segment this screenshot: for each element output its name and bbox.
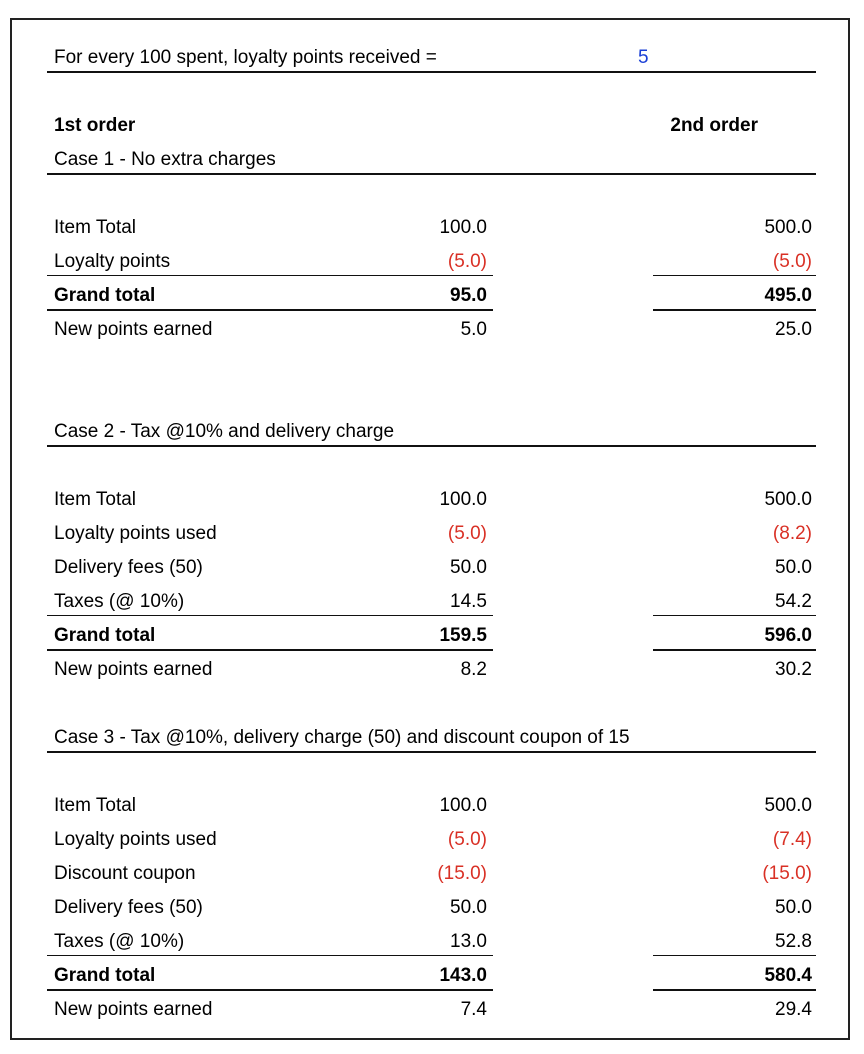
case3-grand-total-second: 580.4 <box>764 965 812 986</box>
case1-new-points-label: New points earned <box>54 319 213 340</box>
case2-grand-total-label: Grand total <box>54 625 156 646</box>
case3-coupon-first: (15.0) <box>437 863 487 884</box>
case3-grand-total-first: 143.0 <box>439 965 487 986</box>
case1-subtotal-rule-left <box>47 275 493 276</box>
case3-subtotal-rule-right <box>653 955 816 956</box>
case2-loyalty-first: (5.0) <box>447 523 487 544</box>
case2-taxes-label: Taxes (@ 10%) <box>54 591 185 612</box>
case1-grand-total-label: Grand total <box>54 285 156 306</box>
case2-grand-total-first: 159.5 <box>439 625 487 646</box>
case2-delivery-first: 50.0 <box>450 557 487 578</box>
case1-item-total-label: Item Total <box>54 217 137 238</box>
case1-new-points-first: 5.0 <box>460 319 487 340</box>
first-order-heading: 1st order <box>54 115 136 136</box>
case3-item-total-second: 500.0 <box>764 795 812 816</box>
case2-title-underline <box>47 445 816 447</box>
case1-title: Case 1 - No extra charges <box>54 149 276 170</box>
case3-total-rule-left <box>47 989 493 991</box>
case3-taxes-label: Taxes (@ 10%) <box>54 931 185 952</box>
case3-delivery-second: 50.0 <box>775 897 812 918</box>
case3-coupon-label: Discount coupon <box>54 863 196 884</box>
case2-new-points-first: 8.2 <box>460 659 487 680</box>
header-underline <box>47 71 816 73</box>
case3-total-rule-right <box>653 989 816 991</box>
case3-item-total-first: 100.0 <box>439 795 487 816</box>
case2-item-total-label: Item Total <box>54 489 137 510</box>
case3-title-underline <box>47 751 816 753</box>
case2-title: Case 2 - Tax @10% and delivery charge <box>54 421 395 442</box>
case3-loyalty-label: Loyalty points used <box>54 829 217 850</box>
case3-delivery-first: 50.0 <box>450 897 487 918</box>
case1-loyalty-first: (5.0) <box>447 251 487 272</box>
case3-loyalty-second: (7.4) <box>772 829 812 850</box>
case3-taxes-second: 52.8 <box>775 931 812 952</box>
second-order-heading: 2nd order <box>670 115 758 136</box>
case1-item-total-second: 500.0 <box>764 217 812 238</box>
case2-total-rule-right <box>653 649 816 651</box>
case2-taxes-first: 14.5 <box>450 591 487 612</box>
case2-new-points-label: New points earned <box>54 659 213 680</box>
case3-item-total-label: Item Total <box>54 795 137 816</box>
case3-new-points-first: 7.4 <box>460 999 487 1020</box>
case1-total-rule-right <box>653 309 816 311</box>
case2-grand-total-second: 596.0 <box>764 625 812 646</box>
case3-coupon-second: (15.0) <box>762 863 812 884</box>
case1-item-total-first: 100.0 <box>439 217 487 238</box>
case1-loyalty-second: (5.0) <box>772 251 812 272</box>
case3-title: Case 3 - Tax @10%, delivery charge (50) and discount coupon of 15 <box>54 727 630 748</box>
case1-subtotal-rule-right <box>653 275 816 276</box>
case2-subtotal-rule-right <box>653 615 816 616</box>
case3-new-points-second: 29.4 <box>775 999 812 1020</box>
case3-new-points-label: New points earned <box>54 999 213 1020</box>
case1-grand-total-second: 495.0 <box>764 285 812 306</box>
case2-subtotal-rule-left <box>47 615 493 616</box>
case3-taxes-first: 13.0 <box>450 931 487 952</box>
case2-new-points-second: 30.2 <box>775 659 812 680</box>
case2-delivery-second: 50.0 <box>775 557 812 578</box>
case1-grand-total-first: 95.0 <box>450 285 487 306</box>
case3-grand-total-label: Grand total <box>54 965 156 986</box>
case1-total-rule-left <box>47 309 493 311</box>
points-rate-label: For every 100 spent, loyalty points received = <box>54 47 437 68</box>
case2-taxes-second: 54.2 <box>775 591 812 612</box>
case2-loyalty-label: Loyalty points used <box>54 523 217 544</box>
case1-title-underline <box>47 173 816 175</box>
case2-loyalty-second: (8.2) <box>772 523 812 544</box>
case2-item-total-first: 100.0 <box>439 489 487 510</box>
case1-loyalty-label: Loyalty points <box>54 251 171 272</box>
case2-delivery-label: Delivery fees (50) <box>54 557 203 578</box>
case2-item-total-second: 500.0 <box>764 489 812 510</box>
case3-loyalty-first: (5.0) <box>447 829 487 850</box>
points-rate-value[interactable]: 5 <box>638 47 649 68</box>
case3-delivery-label: Delivery fees (50) <box>54 897 203 918</box>
case3-subtotal-rule-left <box>47 955 493 956</box>
case2-total-rule-left <box>47 649 493 651</box>
case1-new-points-second: 25.0 <box>775 319 812 340</box>
